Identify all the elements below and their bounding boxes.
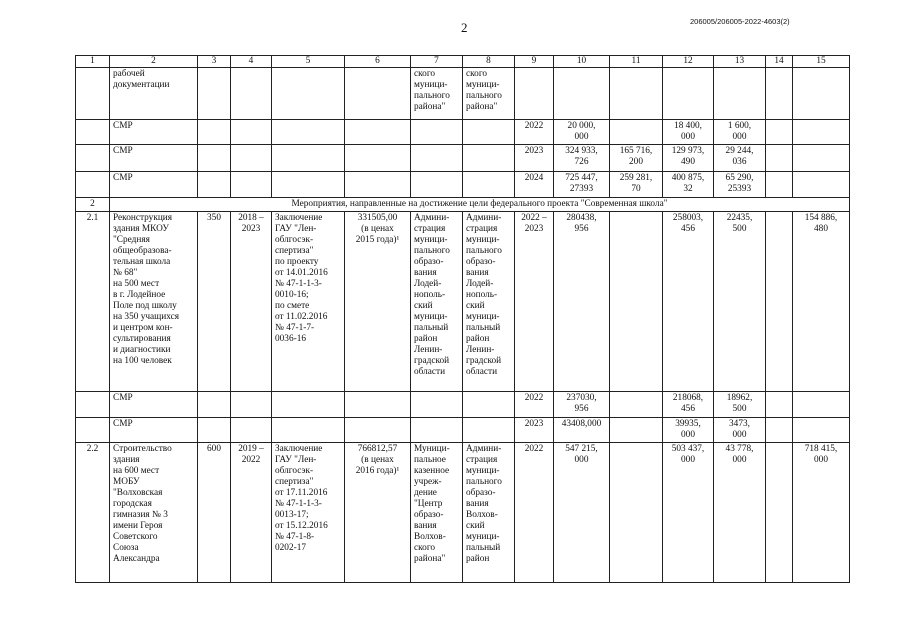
table-cell	[766, 68, 793, 120]
table-cell	[76, 172, 110, 198]
table-cell: СМР	[110, 418, 198, 443]
table-cell	[793, 120, 850, 145]
table-cell: 547 215, 000	[554, 443, 610, 583]
table-cell	[463, 120, 515, 145]
table-cell	[766, 172, 793, 198]
table-cell	[76, 120, 110, 145]
table-cell	[766, 145, 793, 172]
table-cell: 259 281, 70	[610, 172, 663, 198]
table-cell	[610, 443, 663, 583]
table-cell: 154 886, 480	[793, 212, 850, 392]
column-number: 12	[663, 56, 714, 68]
table-cell	[345, 392, 411, 418]
table-cell	[411, 145, 463, 172]
table-cell: рабочей документации	[110, 68, 198, 120]
table-row	[76, 392, 850, 418]
table-cell	[793, 172, 850, 198]
table-cell: 2024	[515, 172, 554, 198]
table-cell: 2019 – 2022	[231, 443, 272, 583]
section-title: Мероприятия, направленные на достижение цели федерального проекта "Современная школа"	[110, 198, 850, 212]
table-row	[76, 172, 850, 198]
table-cell: 718 415, 000	[793, 443, 850, 583]
table-cell: 2022	[515, 392, 554, 418]
table-cell: Муници- пальное казенное учреж- дение "Центр образо- вания Волхов- ского района"	[411, 443, 463, 583]
table-cell	[231, 172, 272, 198]
table-cell: 43408,000	[554, 418, 610, 443]
table-cell	[411, 172, 463, 198]
table-cell: 258003, 456	[663, 212, 714, 392]
table-cell: 280438, 956	[554, 212, 610, 392]
table-row	[76, 145, 850, 172]
table-cell: 1 600, 000	[714, 120, 766, 145]
table-cell: ского муници- пального района"	[463, 68, 515, 120]
section-row	[76, 198, 850, 212]
table-cell	[463, 418, 515, 443]
table-cell: 43 778, 000	[714, 443, 766, 583]
table-cell	[198, 392, 231, 418]
column-number: 7	[411, 56, 463, 68]
table-cell: Реконструкция здания МКОУ "Средняя общеобразова- тельная школа № 68" на 500 мест в г. Лодейное Поле под школу на 350 учащихся и центром кон- сультирования и диагностики на 100 человек	[110, 212, 198, 392]
table-cell: 2023	[515, 418, 554, 443]
column-number: 4	[231, 56, 272, 68]
column-number: 8	[463, 56, 515, 68]
document-id: 206005/206005-2022-4603(2)	[690, 17, 790, 26]
table-cell	[766, 418, 793, 443]
table-cell	[198, 120, 231, 145]
page-number: 2	[461, 20, 468, 35]
table-cell	[231, 418, 272, 443]
table-cell	[463, 172, 515, 198]
table-cell: Админи- страция муници- пального образо- вания Лодей- нополь- ский муници- пальный район Ленин- градской области	[411, 212, 463, 392]
table-row	[76, 68, 850, 120]
table-cell: 331505,00 (в ценах 2015 года)¹	[345, 212, 411, 392]
table-cell	[610, 418, 663, 443]
table-cell	[714, 68, 766, 120]
column-number: 5	[272, 56, 345, 68]
table-cell	[345, 172, 411, 198]
table-header-row	[76, 56, 850, 68]
table-cell	[272, 418, 345, 443]
table-cell	[610, 120, 663, 145]
table-row	[76, 443, 850, 583]
table-cell	[463, 392, 515, 418]
table-cell	[76, 68, 110, 120]
table-cell	[198, 145, 231, 172]
table-cell: Заключение ГАУ "Лен- облгосэк- спертиза" от 17.11.2016 № 47-1-1-3- 0013-17; от 15.12.2016 № 47-1-8- 0202-17	[272, 443, 345, 583]
section-number: 2	[76, 198, 110, 212]
table-cell: 237030, 956	[554, 392, 610, 418]
table-cell: СМР	[110, 120, 198, 145]
table-cell: 2023	[515, 145, 554, 172]
table-cell	[272, 172, 345, 198]
table-cell	[411, 392, 463, 418]
table-cell: 2.1	[76, 212, 110, 392]
table-cell: 2022	[515, 120, 554, 145]
table-cell	[231, 68, 272, 120]
table-cell	[272, 120, 345, 145]
table-cell: 129 973, 490	[663, 145, 714, 172]
table-cell	[198, 418, 231, 443]
table-cell	[793, 145, 850, 172]
column-number: 3	[198, 56, 231, 68]
table-cell	[463, 145, 515, 172]
table-cell: 3473, 000	[714, 418, 766, 443]
table-cell: Админи- страция муници- пального образо- вания Лодей- нополь- ский муници- пальный район Ленин- градской области	[463, 212, 515, 392]
table-cell: 18962, 500	[714, 392, 766, 418]
table-cell: 18 400, 000	[663, 120, 714, 145]
table-cell: 766812,57 (в ценах 2016 года)¹	[345, 443, 411, 583]
table-row	[76, 120, 850, 145]
column-number: 6	[345, 56, 411, 68]
table-cell	[231, 392, 272, 418]
table-cell	[198, 172, 231, 198]
column-number: 11	[610, 56, 663, 68]
table-cell	[554, 68, 610, 120]
table-cell	[345, 120, 411, 145]
table-cell: 22435, 500	[714, 212, 766, 392]
table-cell: 324 933, 726	[554, 145, 610, 172]
table-cell	[610, 212, 663, 392]
table-cell	[663, 68, 714, 120]
column-number: 9	[515, 56, 554, 68]
table-cell	[198, 68, 231, 120]
table-cell: 725 447, 27393	[554, 172, 610, 198]
table-cell	[766, 392, 793, 418]
table-cell	[76, 145, 110, 172]
table-cell: 165 716, 200	[610, 145, 663, 172]
table-cell	[793, 68, 850, 120]
table-cell: 65 290, 25393	[714, 172, 766, 198]
column-number: 10	[554, 56, 610, 68]
table-cell: 600	[198, 443, 231, 583]
table-cell: 218068, 456	[663, 392, 714, 418]
table-cell	[231, 145, 272, 172]
table-cell: Строительство здания на 600 мест МОБУ "Волховская городская гимназия № 3 имени Героя Советского Союза Александра	[110, 443, 198, 583]
program-table	[75, 55, 850, 583]
table-cell: 350	[198, 212, 231, 392]
table-cell	[411, 120, 463, 145]
table-cell	[411, 418, 463, 443]
table-cell	[766, 212, 793, 392]
column-number: 15	[793, 56, 850, 68]
table-cell: 39935, 000	[663, 418, 714, 443]
table-cell	[793, 418, 850, 443]
table-cell	[345, 68, 411, 120]
table-cell	[515, 68, 554, 120]
table-cell	[345, 418, 411, 443]
table-cell: Заключение ГАУ "Лен- облгосэк- спертиза" по проекту от 14.01.2016 № 47-1-1-3- 0010-16; по смете от 11.02.2016 № 47-1-7- 0036-16	[272, 212, 345, 392]
table-cell: ского муници- пального района"	[411, 68, 463, 120]
table-cell: 2018 – 2023	[231, 212, 272, 392]
table-cell	[610, 392, 663, 418]
table-cell: СМР	[110, 145, 198, 172]
table-cell: 2022	[515, 443, 554, 583]
table-cell	[766, 120, 793, 145]
table-cell: 20 000, 000	[554, 120, 610, 145]
table-cell	[766, 443, 793, 583]
table-cell: СМР	[110, 172, 198, 198]
table-cell: 503 437, 000	[663, 443, 714, 583]
table-cell	[231, 120, 272, 145]
table-cell: 2022 – 2023	[515, 212, 554, 392]
column-number: 13	[714, 56, 766, 68]
column-number: 14	[766, 56, 793, 68]
table-cell: 2.2	[76, 443, 110, 583]
table-cell: СМР	[110, 392, 198, 418]
column-number: 1	[76, 56, 110, 68]
table-cell	[76, 392, 110, 418]
table-cell	[272, 145, 345, 172]
table-cell	[793, 392, 850, 418]
column-number: 2	[110, 56, 198, 68]
table-cell	[76, 418, 110, 443]
table-cell: 29 244, 036	[714, 145, 766, 172]
table-cell: Админи- страция муници- пального образо- вания Волхов- ский муници- пальный район	[463, 443, 515, 583]
table-cell	[345, 145, 411, 172]
table-cell: 400 875, 32	[663, 172, 714, 198]
table-cell	[272, 392, 345, 418]
table-row	[76, 418, 850, 443]
table-cell	[610, 68, 663, 120]
table-row	[76, 212, 850, 392]
table-cell	[272, 68, 345, 120]
